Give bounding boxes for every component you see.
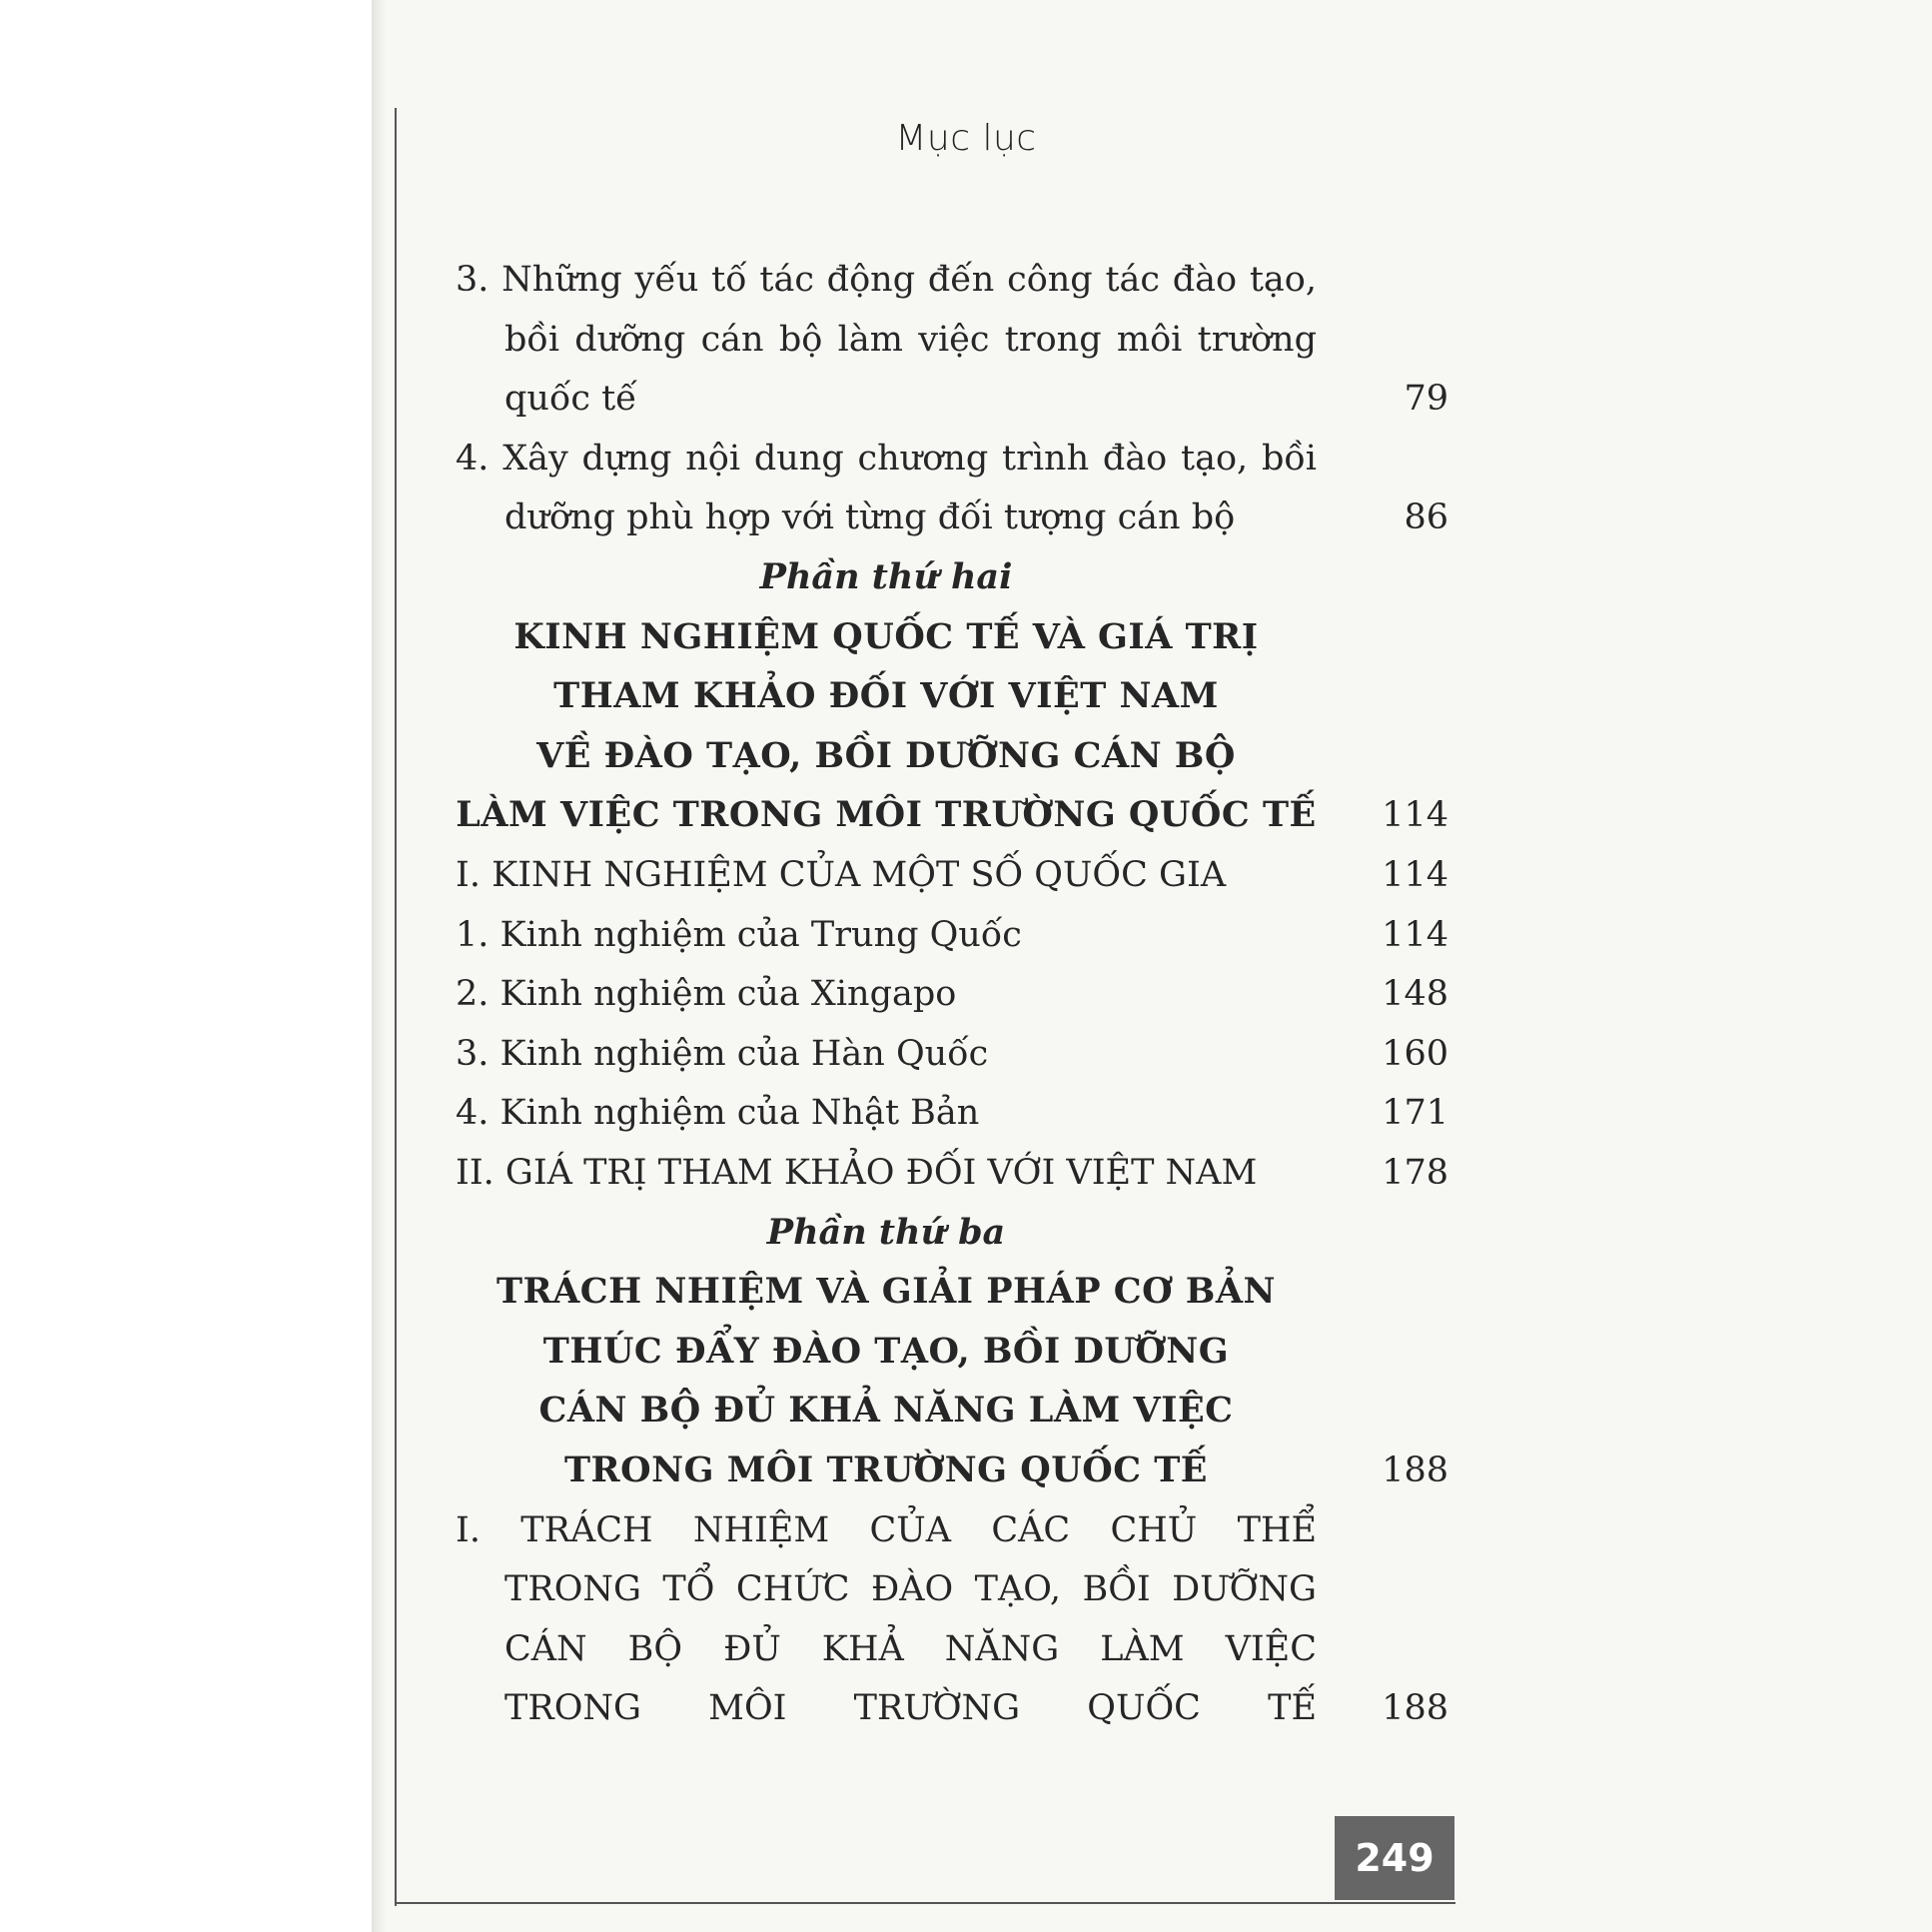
toc-page-number: 86 bbox=[1404, 497, 1449, 538]
section-heading-line: THAM KHẢO ĐỐI VỚI VIỆT NAM bbox=[553, 675, 1219, 717]
toc-page-number: 79 bbox=[1404, 379, 1449, 420]
section-heading-line: TRÁCH NHIỆM VÀ GIẢI PHÁP CƠ BẢN bbox=[496, 1271, 1276, 1313]
section-heading-line: VỀ ĐÀO TẠO, BỒI DƯỠNG CÁN BỘ bbox=[536, 734, 1236, 776]
toc-entry-line: I. TRÁCH NHIỆM CỦA CÁC CHỦ THỂ bbox=[456, 1509, 1317, 1550]
toc-entry-line: 1. Kinh nghiệm của Trung Quốc bbox=[456, 914, 1022, 955]
toc-entry-line: 4. Kinh nghiệm của Nhật Bản bbox=[456, 1093, 980, 1134]
toc-entry-line: bồi dưỡng cán bộ làm việc trong môi trường bbox=[504, 319, 1317, 360]
toc-page-number: 114 bbox=[1382, 795, 1449, 836]
toc-page-number: 178 bbox=[1382, 1153, 1449, 1193]
page-number-badge: 249 bbox=[1335, 1816, 1454, 1900]
section-heading-line: TRONG MÔI TRƯỜNG QUỐC TẾ bbox=[564, 1449, 1208, 1490]
toc-entry-line: 3. Những yếu tố tác động đến công tác đào tạo, bbox=[456, 260, 1317, 300]
section-heading-line: KINH NGHIỆM QUỐC TẾ VÀ GIÁ TRỊ bbox=[513, 615, 1259, 657]
toc-entry-line: 2. Kinh nghiệm của Xingapo bbox=[456, 974, 957, 1015]
toc-page-number: 114 bbox=[1382, 914, 1449, 955]
toc-entry-line: dưỡng phù hợp với từng đối tượng cán bộ bbox=[504, 497, 1236, 538]
toc-entry-line: II. GIÁ TRỊ THAM KHẢO ĐỐI VỚI VIỆT NAM bbox=[456, 1153, 1258, 1193]
section-heading-line: THÚC ĐẨY ĐÀO TẠO, BỒI DƯỠNG bbox=[542, 1330, 1230, 1372]
toc-page-number: 114 bbox=[1382, 855, 1449, 895]
part-title: Phần thứ ba bbox=[766, 1211, 1006, 1253]
toc-page-number: 171 bbox=[1382, 1093, 1449, 1134]
toc-page-number: 188 bbox=[1382, 1688, 1449, 1729]
running-head: Mục lục bbox=[895, 118, 1037, 159]
toc-page-number: 148 bbox=[1382, 974, 1449, 1015]
part-title: Phần thứ hai bbox=[759, 556, 1013, 597]
toc-entry-line: 4. Xây dựng nội dung chương trình đào tạo, bồi bbox=[456, 438, 1317, 479]
toc-entry-line: TRONG MÔI TRƯỜNG QUỐC TẾ bbox=[504, 1688, 1317, 1729]
toc-entry-line: quốc tế bbox=[504, 379, 637, 420]
section-heading-line: LÀM VIỆC TRONG MÔI TRƯỜNG QUỐC TẾ bbox=[456, 794, 1317, 836]
toc-entry-line: CÁN BỘ ĐỦ KHẢ NĂNG LÀM VIỆC bbox=[504, 1628, 1317, 1669]
toc-page-number: 160 bbox=[1382, 1033, 1449, 1074]
toc-entry-line: 3. Kinh nghiệm của Hàn Quốc bbox=[456, 1033, 989, 1074]
toc-entry-line: I. KINH NGHIỆM CỦA MỘT SỐ QUỐC GIA bbox=[456, 855, 1227, 895]
section-heading-line: CÁN BỘ ĐỦ KHẢ NĂNG LÀM VIỆC bbox=[538, 1390, 1234, 1432]
toc-page-number: 188 bbox=[1382, 1450, 1449, 1490]
toc-entry-line: TRONG TỔ CHỨC ĐÀO TẠO, BỒI DƯỠNG bbox=[504, 1569, 1317, 1610]
